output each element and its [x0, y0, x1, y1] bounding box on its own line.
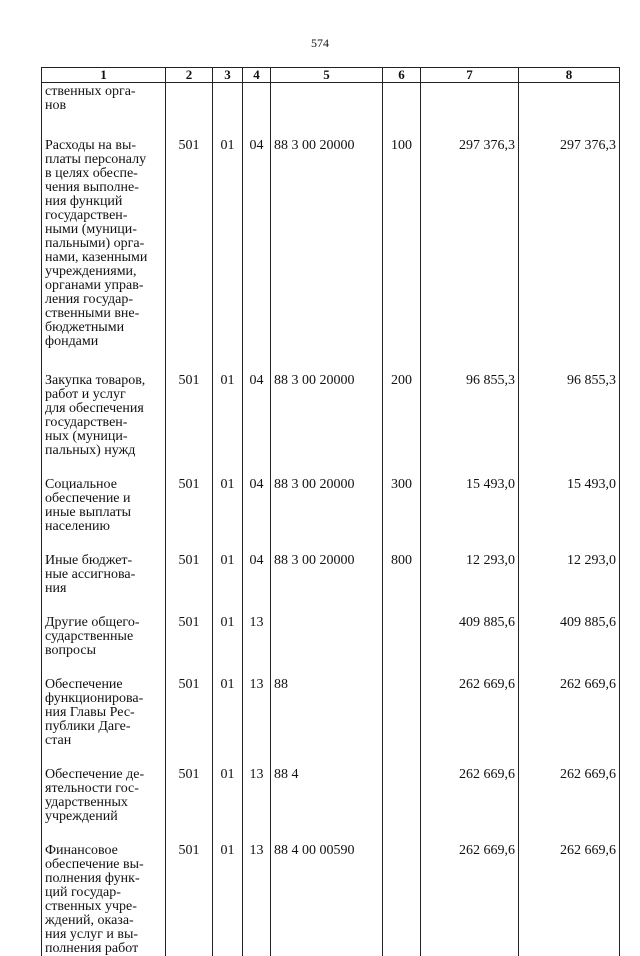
row-amount-8: 262 669,6	[519, 748, 620, 824]
row-pr: 13	[243, 748, 271, 824]
row-amount-8: 262 669,6	[519, 824, 620, 956]
row-amount-8: 15 493,0	[519, 458, 620, 534]
col-header-3: 3	[213, 68, 243, 83]
row-vr	[383, 83, 421, 119]
row-amount-8: 96 855,3	[519, 354, 620, 458]
row-rz: 01	[213, 534, 243, 596]
table-row	[42, 596, 620, 658]
row-rz	[213, 83, 243, 119]
col-header-6: 6	[383, 68, 421, 83]
row-amount-7: 262 669,6	[421, 748, 519, 824]
row-gr: 501	[166, 596, 213, 658]
row-vr: 100	[383, 119, 421, 354]
row-gr: 501	[166, 658, 213, 748]
row-csr: 88 3 00 20000	[271, 354, 383, 458]
table-row	[42, 83, 620, 119]
row-name: ственных орга- нов	[42, 83, 166, 119]
table-row	[42, 119, 620, 354]
row-vr: 800	[383, 534, 421, 596]
row-gr: 501	[166, 354, 213, 458]
row-vr	[383, 658, 421, 748]
row-rz: 01	[213, 596, 243, 658]
row-amount-8	[519, 83, 620, 119]
row-amount-8: 262 669,6	[519, 658, 620, 748]
row-pr: 04	[243, 119, 271, 354]
header-row	[42, 68, 620, 83]
row-rz: 01	[213, 119, 243, 354]
row-csr: 88	[271, 658, 383, 748]
row-amount-7: 262 669,6	[421, 824, 519, 956]
row-pr: 04	[243, 354, 271, 458]
table-row	[42, 458, 620, 534]
row-amount-8: 12 293,0	[519, 534, 620, 596]
table-row	[42, 824, 620, 956]
row-amount-7: 15 493,0	[421, 458, 519, 534]
row-csr: 88 3 00 20000	[271, 534, 383, 596]
row-name: Финансовое обеспечение вы- полнения функ- ций государ- ственных учре- ждений, оказа- ния услуг и вы- полнения работ	[42, 824, 166, 956]
row-gr	[166, 83, 213, 119]
col-header-7: 7	[421, 68, 519, 83]
row-gr: 501	[166, 458, 213, 534]
row-name: Расходы на вы- платы персоналу в целях обеспе- чения выполне- ния функций государствен- ными (муници- пальными) орга- нами, казенными учреждениями, органами управ- ления государ- ственными вне- бюджетными фондами	[42, 119, 166, 354]
row-name: Обеспечение де- ятельности гос- ударственных учреждений	[42, 748, 166, 824]
row-gr: 501	[166, 824, 213, 956]
row-csr: 88 3 00 20000	[271, 119, 383, 354]
row-csr	[271, 83, 383, 119]
col-header-1: 1	[42, 68, 166, 83]
row-amount-7: 12 293,0	[421, 534, 519, 596]
col-header-5: 5	[271, 68, 383, 83]
table-row	[42, 534, 620, 596]
row-amount-7: 409 885,6	[421, 596, 519, 658]
row-csr: 88 4	[271, 748, 383, 824]
row-pr: 04	[243, 458, 271, 534]
row-gr: 501	[166, 748, 213, 824]
page-number: 574	[311, 36, 329, 50]
row-name: Социальное обеспечение и иные выплаты населению	[42, 458, 166, 534]
row-amount-8: 409 885,6	[519, 596, 620, 658]
col-header-2: 2	[166, 68, 213, 83]
row-gr: 501	[166, 119, 213, 354]
row-amount-7: 297 376,3	[421, 119, 519, 354]
row-name: Закупка товаров, работ и услуг для обеспечения государствен- ных (муници- пальных) нужд	[42, 354, 166, 458]
row-name: Другие общего- сударственные вопросы	[42, 596, 166, 658]
col-header-4: 4	[243, 68, 271, 83]
row-amount-7	[421, 83, 519, 119]
row-amount-7: 96 855,3	[421, 354, 519, 458]
col-header-8: 8	[519, 68, 620, 83]
table-row	[42, 748, 620, 824]
row-vr: 200	[383, 354, 421, 458]
budget-table	[41, 67, 620, 956]
row-csr: 88 3 00 20000	[271, 458, 383, 534]
table-row	[42, 354, 620, 458]
row-rz: 01	[213, 748, 243, 824]
row-amount-8: 297 376,3	[519, 119, 620, 354]
row-vr: 300	[383, 458, 421, 534]
row-rz: 01	[213, 824, 243, 956]
row-pr: 13	[243, 658, 271, 748]
row-rz: 01	[213, 458, 243, 534]
row-rz: 01	[213, 658, 243, 748]
row-vr	[383, 824, 421, 956]
row-csr	[271, 596, 383, 658]
row-vr	[383, 748, 421, 824]
row-pr	[243, 83, 271, 119]
row-rz: 01	[213, 354, 243, 458]
row-name: Обеспечение функционирова- ния Главы Рес- публики Даге- стан	[42, 658, 166, 748]
row-amount-7: 262 669,6	[421, 658, 519, 748]
table-row	[42, 658, 620, 748]
row-csr: 88 4 00 00590	[271, 824, 383, 956]
row-pr: 04	[243, 534, 271, 596]
row-name: Иные бюджет- ные ассигнова- ния	[42, 534, 166, 596]
row-pr: 13	[243, 596, 271, 658]
row-gr: 501	[166, 534, 213, 596]
row-vr	[383, 596, 421, 658]
row-pr: 13	[243, 824, 271, 956]
